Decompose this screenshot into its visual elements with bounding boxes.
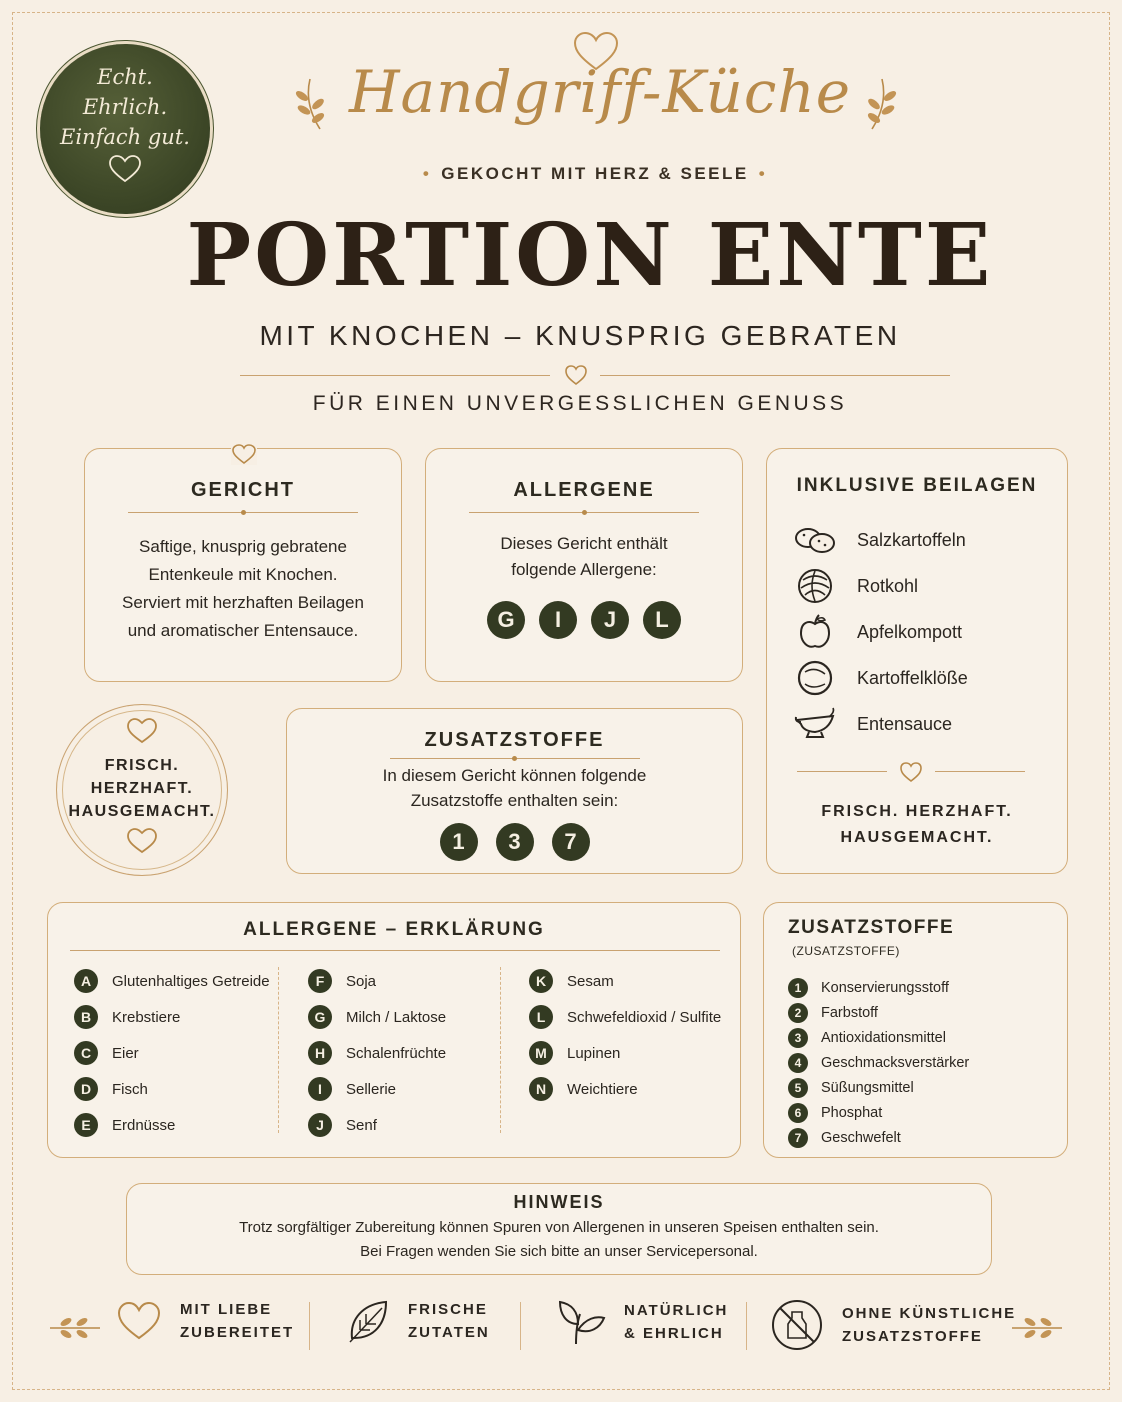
heart-icon [126,827,158,855]
round-badge-line: HERZHAFT. [90,780,194,797]
footer-line: NATÜRLICH [624,1302,729,1319]
list-item [767,563,1067,609]
allergen-legend-col-3 [529,963,721,1107]
list-item [529,963,721,999]
list-item [74,1071,270,1107]
beilagen-card [766,448,1068,874]
allergene-card [425,448,743,682]
gericht-description [85,533,401,645]
allergen-code: M [529,1041,553,1065]
badge-line-2: Ehrlich. [82,95,168,119]
list-item [308,963,446,999]
additive-label: Süßungsmittel [821,1079,914,1096]
list-item [308,1107,446,1143]
beilage-label: Apfelkompott [857,621,963,642]
allergen-label: Glutenhaltiges Getreide [112,972,270,990]
allergene-title: ALLERGENE [513,479,655,501]
card-rule [469,512,699,513]
additive-code: 1 [440,823,478,861]
footer-line: ZUBEREITET [180,1324,295,1341]
allergen-label: Erdnüsse [112,1116,176,1134]
allergen-legend-col-2 [308,963,446,1143]
dish-tagline: FÜR EINEN UNVERGESSLICHEN GENUSS [312,392,848,415]
round-badge-line: HAUSGEMACHT. [68,803,216,820]
allergen-legend-card [47,902,741,1158]
additive-code: 6 [788,1103,808,1123]
list-item [788,1075,1067,1100]
beilagen-title: INKLUSIVE BEILAGEN [796,475,1038,496]
heart-icon [564,364,588,386]
zusatz-legend-title [764,917,1067,961]
allergen-code: A [74,969,98,993]
allergen-label: Fisch [112,1080,148,1098]
beilagen-list [767,517,1067,747]
sprig-left-icon [48,1314,102,1342]
footer-separator [520,1302,521,1350]
zusatzstoffe-line: In diesem Gericht können folgende [382,766,647,785]
additive-code: 7 [788,1128,808,1148]
list-item [788,1050,1067,1075]
list-item [308,1071,446,1107]
allergen-label: Soja [346,972,377,990]
list-item [308,1035,446,1071]
laurel-left-icon [290,74,330,134]
additive-code: 2 [788,1003,808,1023]
gericht-title: GERICHT [191,479,295,501]
round-badge-line: FRISCH. [104,757,180,774]
additive-label: Konservierungsstoff [821,979,949,996]
list-item [529,1071,721,1107]
beilagen-footer-line: HAUSGEMACHT. [840,829,994,846]
allergen-label: Schalenfrüchte [346,1044,447,1062]
zusatzstoffe-card [286,708,743,874]
round-badge [56,704,228,876]
allergen-label: Schwefeldioxid / Sulfite [567,1008,722,1026]
allergen-label: Lupinen [567,1044,621,1062]
allergen-code: H [308,1041,332,1065]
allergen-label: Krebstiere [112,1008,181,1026]
list-item [767,701,1067,747]
card-rule [390,758,640,759]
sprout-icon [556,1298,606,1346]
divider [935,771,1025,772]
list-item [74,1107,270,1143]
footer-item [116,1298,294,1344]
list-item [529,999,721,1035]
footer-line: & EHRLICH [624,1325,724,1342]
list-item [767,517,1067,563]
card-rule [128,512,358,513]
hinweis-title: HINWEIS [513,1192,605,1212]
zusatzstoffe-line: Zusatzstoffe enthalten sein: [410,791,619,810]
brand-name: Handgriff-Küche [348,58,852,126]
allergen-legend-col-1 [74,963,270,1143]
no-additives-icon [770,1298,824,1352]
allergen-label: Sellerie [346,1080,397,1098]
badge-line-1: Echt. [97,65,153,89]
allergen-label: Senf [346,1116,377,1134]
allergene-description [426,531,742,583]
allergen-code: G [487,601,525,639]
gericht-line: Saftige, knusprig gebratene [139,537,347,556]
brand-tagline: • GEKOCHT MIT HERZ & SEELE • [422,164,768,183]
list-item [308,999,446,1035]
allergen-code: J [591,601,629,639]
heart-icon [231,443,257,465]
allergen-code: L [643,601,681,639]
list-item [74,963,270,999]
list-item [788,1100,1067,1125]
allergen-label: Milch / Laktose [346,1008,447,1026]
additive-code: 5 [788,1078,808,1098]
gravy-boat-icon [793,704,837,744]
sprig-right-icon [1010,1314,1064,1342]
beilagen-footer [767,799,1067,851]
footer-line: ZUTATEN [408,1324,490,1341]
allergen-code: D [74,1077,98,1101]
apple-icon [793,612,837,652]
beilage-label: Salzkartoffeln [857,529,966,550]
list-item [788,1000,1067,1025]
allergen-code: B [74,1005,98,1029]
zusatz-legend-list [764,975,1067,1150]
hinweis-card [126,1183,992,1275]
additive-label: Antioxidationsmittel [821,1029,946,1046]
footer-line: MIT LIEBE [180,1301,273,1318]
allergen-label: Weichtiere [567,1080,638,1098]
footer-separator [309,1302,310,1350]
beilage-label: Entensauce [857,713,953,734]
potatoes-icon [793,520,837,560]
footer-line: FRISCHE [408,1301,488,1318]
divider [240,375,550,376]
zusatzstoffe-codes [287,823,742,861]
heart-icon [116,1300,162,1342]
heart-icon [126,717,158,745]
allergene-line: Dieses Gericht enthält [500,534,668,553]
beilage-label: Kartoffelklöße [857,667,968,688]
zusatzstoffe-title: ZUSATZSTOFFE [424,729,605,751]
divider [797,771,887,772]
additive-code: 3 [496,823,534,861]
list-item [74,999,270,1035]
allergen-code: E [74,1113,98,1137]
hinweis-line: Bei Fragen wenden Sie sich bitte an unser Servicepersonal. [360,1243,758,1260]
footer-item [556,1298,728,1346]
allergen-legend-title: ALLERGENE – ERKLÄRUNG [243,919,545,940]
additive-label: Geschwefelt [821,1129,901,1146]
list-item [788,1125,1067,1150]
footer-line: OHNE KÜNSTLICHE [842,1305,1017,1322]
allergen-label: Eier [112,1044,139,1062]
heart-icon [899,761,923,783]
list-item [788,1025,1067,1050]
list-item [529,1035,721,1071]
allergen-code: K [529,969,553,993]
gericht-line: Entenkeule mit Knochen. [148,565,338,584]
footer-separator [746,1302,747,1350]
badge-line-3: Einfach gut. [60,125,190,149]
footer-line: ZUSATZSTOFFE [842,1328,983,1345]
allergen-code: J [308,1113,332,1137]
list-item [788,975,1067,1000]
beilage-label: Rotkohl [857,575,919,596]
footer-item [346,1298,490,1344]
additive-label: Geschmacksverstärker [821,1054,970,1071]
additive-code: 4 [788,1053,808,1073]
leaf-icon [346,1298,390,1344]
allergen-code: F [308,969,332,993]
dish-title: PORTION ENTE [186,205,994,306]
list-item [74,1035,270,1071]
heart-icon [108,154,142,184]
red-cabbage-icon [793,566,837,606]
zusatz-legend-title-small: (ZUSATZSTOFFE) [792,944,900,958]
allergen-label: Sesam [567,972,614,990]
allergen-code: N [529,1077,553,1101]
list-item [767,609,1067,655]
column-separator [278,967,279,1133]
divider [600,375,950,376]
gericht-line: und aromatischer Entensauce. [127,621,359,640]
additive-code: 1 [788,978,808,998]
beilagen-footer-line: FRISCH. HERZHAFT. [821,803,1013,820]
list-item [767,655,1067,701]
divider [70,950,720,951]
additive-label: Farbstoff [821,1004,878,1021]
zusatz-legend-title-main: ZUSATZSTOFFE [788,917,955,938]
gericht-card [84,448,402,682]
allergen-code: I [539,601,577,639]
allergen-code: L [529,1005,553,1029]
allergene-line: folgende Allergene: [511,560,657,579]
dumpling-icon [793,658,837,698]
dish-subtitle: MIT KNOCHEN – KNUSPRIG GEBRATEN [259,320,901,351]
footer-item [770,1298,1016,1352]
gericht-line: Serviert mit herzhaften Beilagen [122,593,364,612]
allergene-codes [426,601,742,639]
hinweis-line: Trotz sorgfältiger Zubereitung können Spuren von Allergenen in unseren Speisen enthalten sein. [239,1219,879,1236]
additive-code: 3 [788,1028,808,1048]
column-separator [500,967,501,1133]
allergen-code: C [74,1041,98,1065]
allergen-code: I [308,1077,332,1101]
additive-label: Phosphat [821,1104,883,1121]
additive-code: 7 [552,823,590,861]
allergen-code: G [308,1005,332,1029]
zusatz-legend-card [763,902,1068,1158]
badge-seal [40,44,210,214]
zusatzstoffe-description [287,763,742,813]
